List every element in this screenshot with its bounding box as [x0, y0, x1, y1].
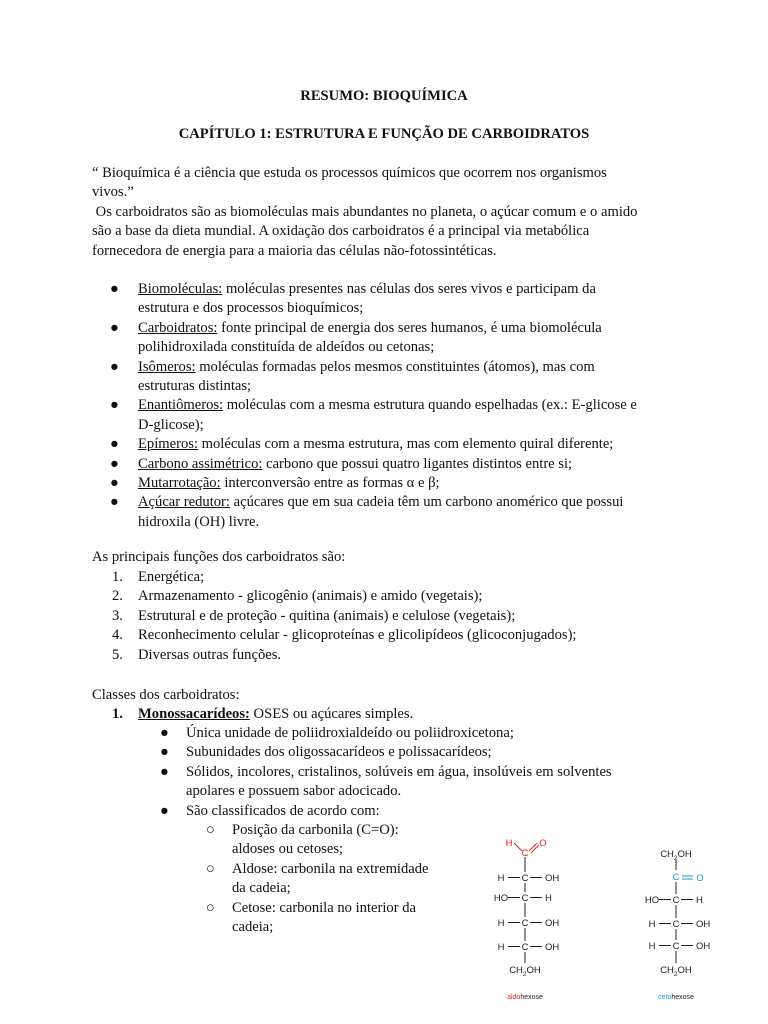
intro-paragraph [92, 203, 682, 261]
left-substituent: HO [493, 893, 509, 904]
function-number: 3. [112, 607, 123, 624]
classification-line: aldoses ou cetoses; [232, 841, 344, 858]
bullet-marker: ● [110, 281, 119, 297]
definition-term: Biomoléculas: [138, 281, 223, 297]
class1-description: OSES ou açúcares simples. [249, 706, 414, 722]
definition-line [138, 319, 690, 338]
classification-line: Aldose: carbonila na extremidade [232, 860, 429, 877]
classification-item [206, 821, 456, 860]
mono-point-line: apolares e possuem sabor adocicado. [186, 783, 402, 800]
functions-list [110, 568, 670, 665]
mono-point [160, 802, 680, 821]
bullet-marker: ● [110, 319, 119, 336]
ketone-oxygen: O [696, 873, 704, 884]
function-text: Diversas outras funções. [138, 646, 282, 663]
definition-line: polihidroxilada constituída de aldeídos ou cetonas; [138, 339, 435, 356]
definition-text: carbono que possui quatro ligantes distintos entre si; [262, 455, 573, 472]
bullet-marker: ● [160, 744, 169, 761]
classes-title: Classes dos carboidratos: [92, 687, 240, 703]
definition-item [110, 280, 690, 319]
definition-item [110, 396, 690, 435]
definition-text: fonte principal de energia dos seres humanos, é uma biomolécula [217, 319, 602, 336]
chain-carbon: C [521, 942, 529, 953]
function-item [110, 646, 670, 665]
definition-line: hidroxila (OH) livre. [138, 513, 260, 530]
aldohexose-ketohexose-figure [478, 826, 728, 1006]
definition-term: Carboidratos: [138, 319, 218, 336]
bullet-marker: ● [160, 802, 169, 819]
bullet-marker: ● [110, 436, 119, 453]
left-substituent: H [648, 919, 656, 930]
chain-carbon: C [672, 895, 680, 906]
definition-item [110, 493, 690, 532]
bullet-marker: ● [110, 475, 119, 492]
document-title: RESUMO: BIOQUÍMICA [300, 88, 468, 104]
right-substituent: OH [696, 941, 711, 952]
bullet-marker: ● [110, 397, 119, 414]
function-number: 2. [112, 588, 123, 605]
definition-item [110, 455, 690, 474]
classification-line: Cetose: carbonila no interior da [232, 899, 416, 916]
definition-item [110, 319, 690, 358]
definition-item [110, 358, 690, 397]
bullet-marker: ● [160, 763, 169, 780]
bullet-marker: ● [110, 358, 119, 375]
function-item [110, 626, 670, 645]
terminal-ch2oh: $CH_2OH$ [660, 965, 692, 978]
aldehyde-carbon: C [521, 848, 529, 859]
definition-line [138, 493, 690, 512]
chain-carbon: C [672, 941, 680, 952]
definition-term: Isômeros: [138, 358, 196, 375]
functions-intro: As principais funções dos carboidratos são: [92, 549, 346, 565]
definition-line [138, 435, 690, 454]
circle-marker: ○ [206, 860, 215, 877]
quote-paragraph [92, 164, 682, 203]
class1-term: Monossacarídeos: [138, 706, 250, 722]
definition-text: açúcares que em sua cadeia têm um carbono anomérico que possui [229, 494, 624, 511]
chain-carbon: C [521, 893, 529, 904]
quote-line: “ Bioquímica é a ciência que estuda os processos químicos que ocorrem nos organismos [92, 165, 607, 181]
left-substituent: H [497, 918, 505, 929]
class1-item [110, 705, 670, 724]
classification-item [206, 860, 456, 899]
mono-point-line: São classificados de acordo com: [186, 802, 380, 819]
aldehyde-double-bond [531, 845, 539, 853]
top-ch2oh: $CH_2OH$ [660, 849, 692, 862]
left-substituent: HO [644, 895, 660, 906]
aldehyde-double-bond [529, 843, 537, 851]
left-substituent: H [648, 941, 656, 952]
definition-term: Mutarrotação: [138, 475, 221, 492]
class1-number: 1. [112, 706, 123, 722]
definition-text: interconversão entre as formas α e β; [220, 475, 440, 492]
classification-line: Posição da carbonila (C=O): [232, 822, 399, 838]
definition-line [138, 474, 690, 493]
quote-line: vivos.” [92, 184, 134, 201]
definition-item [110, 435, 690, 454]
function-text: Estrutural e de proteção - quitina (animais) e celulose (vegetais); [138, 607, 516, 624]
definitions-list [110, 280, 690, 532]
function-number: 1. [112, 569, 123, 585]
circle-marker: ○ [206, 822, 215, 838]
intro-line: fornecedora de energia para a maioria das células não-fotossintéticas. [92, 242, 497, 259]
definition-item [110, 474, 690, 493]
function-text: Energética; [138, 569, 205, 585]
aldehyde-oxygen: O [539, 838, 547, 849]
left-substituent: H [497, 873, 505, 884]
right-substituent: H [545, 893, 552, 904]
left-substituent: H [497, 942, 505, 953]
function-text: Reconhecimento celular - glicoproteínas e glicolipídeos (glicoconjugados); [138, 627, 577, 644]
mono-point-line: Sólidos, incolores, cristalinos, solúveis em água, insolúveis em solventes [186, 763, 612, 780]
intro-line: são a base da dieta mundial. A oxidação dos carboidratos é a principal via metabólica [92, 223, 590, 240]
bullet-marker: ● [160, 725, 169, 741]
chapter-heading: CAPÍTULO 1: ESTRUTURA E FUNÇÃO DE CARBOIDRATOS [178, 126, 590, 142]
function-text: Armazenamento - glicogênio (animais) e amido (vegetais); [138, 588, 483, 605]
ketohexose-label: cetohexose [658, 994, 694, 1001]
definition-text: moléculas formadas pelos mesmos constituintes (átomos), mas com [195, 358, 595, 375]
aldohexose-label: aldohexose [507, 994, 543, 1001]
definition-line: estruturas distintas; [138, 378, 252, 395]
definition-line [138, 280, 690, 299]
definition-line [138, 455, 690, 474]
definition-line: D-glicose); [138, 416, 204, 433]
circle-marker: ○ [206, 899, 215, 916]
right-substituent: OH [545, 942, 560, 953]
chain-carbon: C [521, 918, 529, 929]
right-substituent: OH [696, 919, 711, 930]
class1-row [110, 705, 670, 724]
classification-list [206, 821, 456, 937]
definition-text: moléculas presentes nas células dos seres vivos e participam da [222, 281, 596, 297]
bullet-marker: ● [110, 494, 119, 511]
mono-point [160, 724, 680, 743]
aldehyde-hydrogen: H [505, 838, 513, 849]
classification-line: da cadeia; [232, 880, 291, 897]
classification-line: cadeia; [232, 919, 274, 936]
chain-carbon: C [521, 873, 529, 884]
definition-text: moléculas com a mesma estrutura, mas com elemento quiral diferente; [198, 436, 614, 453]
right-substituent: H [696, 895, 703, 906]
definition-line [138, 358, 690, 377]
mono-point-line: Única unidade de poliidroxialdeído ou poliidroxicetona; [186, 725, 514, 741]
mono-point [160, 743, 680, 762]
ketone-carbon: C [672, 872, 680, 883]
right-substituent: OH [545, 918, 560, 929]
bullet-marker: ● [110, 455, 119, 472]
definition-text: moléculas com a mesma estrutura quando espelhadas (ex.: E-glicose e [223, 397, 637, 414]
function-number: 5. [112, 646, 123, 663]
function-number: 4. [112, 627, 123, 644]
mono-point-line: Subunidades dos oligossacarídeos e polissacarídeos; [186, 744, 492, 761]
function-item [110, 587, 670, 606]
definition-line: estrutura e dos processos bioquímicos; [138, 300, 364, 317]
chain-carbon: C [672, 919, 680, 930]
intro-line: Os carboidratos são as biomoléculas mais abundantes no planeta, o açúcar comum e o amido [92, 204, 638, 220]
function-item [110, 607, 670, 626]
mono-points-list [160, 724, 680, 821]
definition-term: Epímeros: [138, 436, 198, 453]
mono-point [160, 763, 680, 802]
classification-item [206, 899, 456, 938]
definition-term: Carbono assimétrico: [138, 455, 263, 472]
definition-term: Açúcar redutor: [138, 494, 230, 511]
definition-line [138, 396, 690, 415]
right-substituent: OH [545, 873, 560, 884]
terminal-ch2oh: $CH_2OH$ [509, 965, 541, 978]
function-item [110, 568, 670, 587]
definition-term: Enantiômeros: [138, 397, 224, 414]
